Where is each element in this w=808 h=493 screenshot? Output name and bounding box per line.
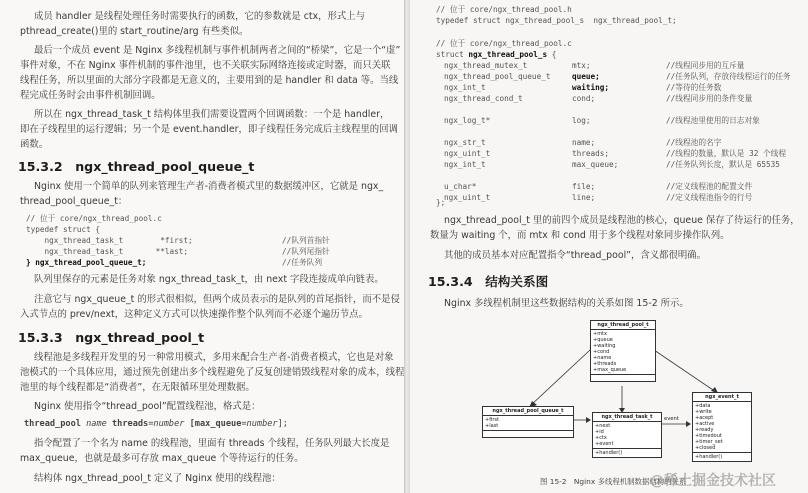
class-thread-task (592, 412, 662, 458)
para-directive-intro: Nginx 使用指令“thread_pool”配置线程池，格式是： (34, 401, 261, 412)
class-operations (483, 431, 573, 437)
field-comment: //定义线程池的配置文件 (666, 182, 753, 191)
para-callback-line-1: 所以在 ngx_thread_task_t 结构体里我们需要设置两个回调函数：一个是 handler， (34, 109, 390, 120)
class-member: +data (695, 403, 711, 409)
class-member: +timedout (695, 433, 722, 439)
code-line: ngx_thread_task_t **last; (26, 247, 188, 256)
uml-diagram (482, 320, 774, 470)
edge-pool-queue (530, 350, 590, 406)
code-line: } ngx_thread_pool_queue_t; (26, 258, 147, 267)
class-member: +threads (593, 361, 617, 367)
struct-field-row (444, 60, 804, 71)
struct-field-row (444, 148, 804, 159)
para-pool-line-1: 线程池是多线程开发里的另一种常用模式，多用来配合生产者-消费者模式，它也是对象 (34, 352, 394, 363)
para-diagram-intro: Nginx 多线程机制里这些数据结构的关系如图 15-2 所示。 (444, 298, 689, 309)
field-name: queue; (572, 72, 600, 81)
section-heading-15-3-3: 15.3.3 ngx_thread_pool_t (18, 330, 205, 345)
watermark: @稀土掘金技术社区 (650, 473, 776, 489)
field-type: ngx_thread_cond_t (444, 94, 523, 103)
para-callback-line-3: 函数。 (20, 139, 49, 150)
para-queue-note-line-2: 入式节点的 prev/next，这种定义方式可以快速操作整个队列而不必逐个遍历节点。 (20, 309, 368, 320)
section-heading-15-3-2: 15.3.2 ngx_thread_pool_queue_t (18, 159, 255, 174)
class-member: +max_queue (593, 367, 627, 373)
arrow-task-event (686, 421, 691, 427)
field-type: ngx_uint_t (444, 193, 491, 202)
class-member: +ready (695, 427, 714, 433)
code-comment: //任务队列 (282, 258, 323, 267)
class-thread-pool (590, 320, 656, 382)
class-member: +handler() (695, 454, 723, 460)
class-member: +last (485, 423, 499, 429)
code-line: typedef struct ngx_thread_pool_s ngx_thread_pool_t; (436, 16, 677, 25)
code-line: typedef struct { (26, 225, 101, 234)
section-heading-15-3-4: 15.3.4 结构关系图 (428, 274, 549, 289)
para-pool-other: 其他的成员基本对应配置指令“thread_pool”，含义都很明确。 (444, 250, 707, 261)
field-comment: //线程池的名字 (666, 138, 722, 147)
class-attributes (693, 402, 751, 453)
field-name: max_queue; (572, 160, 619, 169)
field-type: ngx_int_t (444, 160, 486, 169)
class-title: ngx_thread_pool_t (591, 321, 655, 330)
para-pool-core-line-1: ngx_thread_pool_t 里的前四个成员是线程池的核心，queue 保存了待运行的任务， (444, 215, 800, 226)
class-member: +next (595, 423, 611, 429)
code-keyword: struct (436, 50, 464, 59)
class-attributes (483, 416, 573, 431)
edge-pool-event (654, 350, 716, 392)
field-name: name; (572, 138, 596, 147)
field-comment: //等待的任务数 (666, 83, 722, 92)
right-page (410, 0, 808, 493)
field-name: mtx; (572, 61, 591, 70)
field-name: threads; (572, 149, 610, 158)
para-queue-intro-line-1: Nginx 使用一个简单的队列来管理生产者-消费者模式里的数据缓冲区，它就是 ngx_ (34, 181, 384, 192)
field-type: u_char* (444, 182, 477, 191)
para-pool-line-2: 池模式的一个具体应用，通过预先创建出多个线程避免了反复创建销毁线程对象的成本，线程 (20, 367, 404, 378)
para-pool-core-line-2: 数量为 waiting 个，而 mtx 和 cond 用于多个线程对象同步操作队列。 (430, 230, 730, 241)
struct-field-row (444, 159, 804, 170)
para-handler-line-1: 成员 handler 是线程处理任务时需要执行的函数，它的参数就是 ctx，形式上与 (34, 11, 366, 22)
class-operations (591, 375, 655, 381)
field-comment: //线程池里使用的日志对象 (666, 116, 760, 125)
field-type: ngx_int_t (444, 83, 486, 92)
class-member: +timer_set (695, 439, 723, 445)
para-pool-line-3: 池里的每个线程都是“消费者”，在无限循环里处理数据。 (20, 382, 255, 393)
code-block-pool-struct (436, 38, 806, 208)
directive-end: ]; (277, 419, 288, 429)
para-pool-struct-intro: 结构体 ngx_thread_pool_t 定义了 Nginx 使用的线程池： (34, 473, 281, 484)
field-name: waiting; (572, 83, 610, 92)
struct-field-row (444, 115, 804, 126)
code-line: ngx_thread_task_t *first; (26, 236, 193, 245)
directive-threads-keyword: threads (112, 419, 149, 429)
para-event-line-1: 最后一个成员 event 是 Nginx 多线程机制与事件机制两者之间的“桥梁”，它是一个“虚” (34, 45, 401, 56)
field-comment: //线程同步用的互斥量 (666, 61, 745, 70)
arrow-queue-task (586, 417, 591, 423)
code-block-typedef (436, 4, 806, 28)
class-attributes (593, 422, 661, 449)
class-member: +cond (593, 349, 610, 355)
edge-label-event: event (664, 416, 679, 422)
code-comment: //队列尾指针 (282, 247, 330, 256)
struct-field-row (444, 192, 804, 203)
class-operations (593, 449, 661, 457)
code-line (436, 49, 556, 60)
field-type: ngx_str_t (444, 138, 486, 147)
class-title: ngx_thread_task_t (593, 413, 661, 422)
para-event-line-4: 程完成任务时会由事件机制回调。 (20, 90, 161, 101)
field-type: ngx_log_t* (444, 116, 491, 125)
code-block-queue (26, 213, 396, 269)
para-directive-explain-line-2: max_queue，也就是最多可存放 max_queue 个等待运行的任务。 (20, 453, 304, 464)
class-title: ngx_event_t (693, 393, 751, 402)
field-name: file; (572, 182, 596, 191)
struct-field-row (444, 71, 804, 82)
class-member: +name (593, 355, 612, 361)
class-member: +waiting (593, 343, 616, 349)
para-queue-intro-line-2: thread_pool_queue_t： (20, 196, 128, 207)
field-comment: //任务队列长度，默认是 65535 (666, 160, 780, 169)
class-member: +id (595, 429, 604, 435)
field-comment: //定义线程池指令的行号 (666, 193, 753, 202)
class-event (692, 392, 752, 462)
struct-field-row (444, 93, 804, 104)
field-type: ngx_thread_pool_queue_t (444, 72, 551, 81)
field-type: ngx_uint_t (444, 149, 491, 158)
code-struct-name: ngx_thread_pool_s (468, 50, 548, 59)
class-member: +closed (695, 445, 716, 451)
code-line: // 位于 core/ngx_thread_pool.c (26, 214, 162, 223)
struct-field-row (444, 82, 804, 93)
para-callback-line-2: 即在子线程里的运行逻辑；另一个是 event.handler，即子线程任务完成后主线程里的回调 (20, 124, 398, 135)
class-member: +acept (695, 415, 714, 421)
class-operations (693, 453, 751, 461)
struct-field-row (444, 181, 804, 192)
class-member: +write (695, 409, 712, 415)
para-handler-line-2: pthread_create()里的 start_routine/arg 有些类似。 (20, 26, 249, 37)
para-queue-note-line-1: 注意它与 ngx_queue_t 的形式很相似，但两个成员表示的是队列的首尾指针，而不是侵 (34, 294, 400, 305)
class-member: +first (485, 417, 499, 423)
para-queue-elements: 队列里保存的元素是任务对象 ngx_thread_task_t，由 next 字段连接成单向链表。 (34, 274, 384, 285)
code-line: }; (436, 198, 446, 207)
struct-field-row (444, 137, 804, 148)
directive-syntax (24, 419, 288, 429)
class-title: ngx_thread_pool_queue_t (483, 407, 573, 416)
directive-maxqueue-keyword: [max_queue (189, 419, 242, 429)
class-attributes (591, 330, 655, 375)
field-comment: //任务队列，存放待线程运行的任务 (666, 72, 791, 81)
field-name: line; (572, 193, 596, 202)
directive-name-arg: name (86, 419, 107, 429)
class-member: +event (595, 441, 614, 447)
para-directive-explain-line-1: 指令配置了一个名为 name 的线程池，里面有 threads 个线程，任务队列最大长度是 (34, 438, 390, 449)
directive-keyword: thread_pool (24, 419, 81, 429)
class-member: +ctx (595, 435, 607, 441)
class-thread-pool-queue (482, 406, 574, 438)
code-comment: //队列首指针 (282, 236, 330, 245)
field-type: ngx_thread_mutex_t (444, 61, 528, 70)
class-member: +active (695, 421, 715, 427)
code-brace: { (551, 50, 557, 59)
figure-caption: 图 15-2 Nginx 多线程机制数据结构的关系 (540, 477, 687, 486)
class-member: +handler() (595, 450, 623, 456)
field-comment: //线程的数量，默认是 32 个线程 (666, 149, 787, 158)
code-line: // 位于 core/ngx_thread_pool.h (436, 5, 572, 14)
field-comment: //线程同步用的条件变量 (666, 94, 753, 103)
class-member: +queue (593, 337, 613, 343)
directive-maxqueue-value: =number (241, 419, 278, 429)
field-name: log; (572, 116, 591, 125)
para-event-line-2: 事件对象，不在 Nginx 事件机制的事件池里，也不关联实际网络连接或定时器，而只关联 (20, 60, 391, 71)
para-event-line-3: 线程任务，所以里面的大部分字段都是无意义的，主要用到的是 handler 和 data 等。当线 (20, 75, 399, 86)
field-name: cond; (572, 94, 596, 103)
code-line: // 位于 core/ngx_thread_pool.c (436, 39, 572, 48)
class-member: +mtx (593, 331, 607, 337)
directive-threads-value: =number (148, 419, 185, 429)
